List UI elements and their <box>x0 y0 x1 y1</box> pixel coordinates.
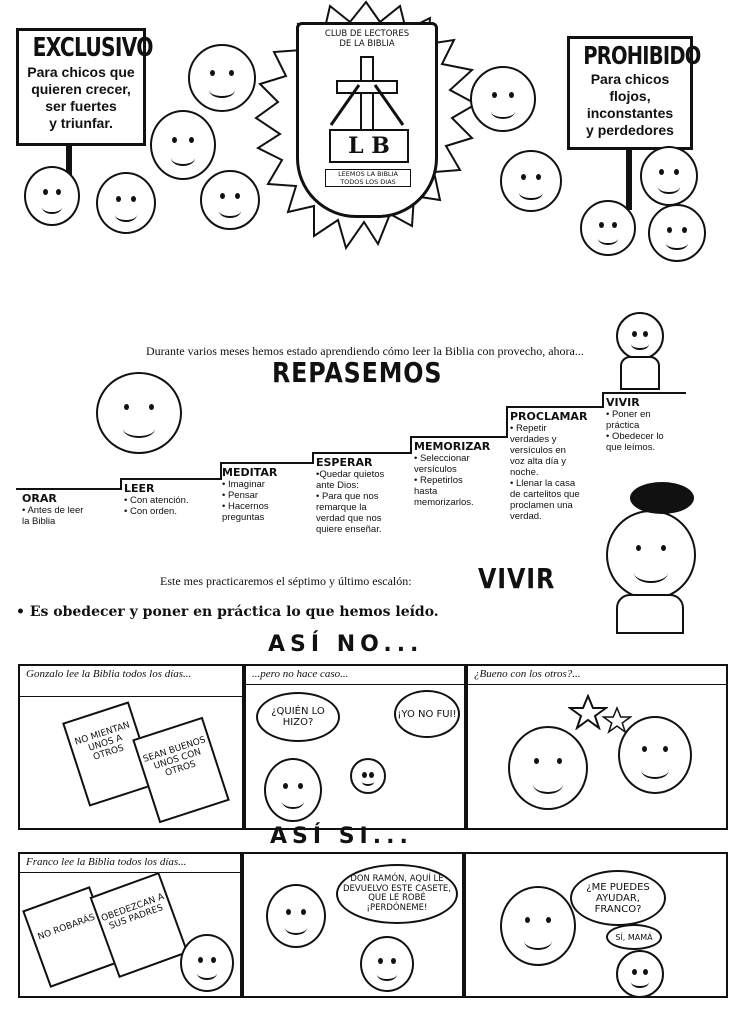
sign-line: ser fuertes <box>45 98 117 114</box>
crest-motto-line: LEEMOS LA BIBLIA <box>338 170 398 178</box>
sign-line: y perdedores <box>586 122 674 138</box>
step-line <box>312 452 410 454</box>
step-item: de cartelitos que <box>510 489 580 500</box>
club-crest <box>296 22 438 218</box>
step-line <box>506 406 508 438</box>
character-body <box>620 356 660 390</box>
step-line <box>410 436 506 438</box>
step-items <box>124 495 189 517</box>
child-face <box>470 66 536 132</box>
step-item: • Imaginar <box>222 479 265 490</box>
child-face <box>500 886 576 966</box>
step-item: versículos en <box>510 445 566 456</box>
step-item: verdades y <box>510 434 557 445</box>
child-face <box>616 950 664 998</box>
step-item: verdad que nos <box>316 513 382 524</box>
step-item: voz alta día y <box>510 456 566 467</box>
step-item: • Antes de leer <box>22 505 84 516</box>
speech-bubble: ¿ME PUEDES AYUDAR, FRANCO? <box>570 870 666 926</box>
step-line <box>16 488 120 490</box>
step-line <box>410 436 412 454</box>
sign-stick <box>626 150 632 210</box>
caption-divider <box>468 684 726 685</box>
step-item: • Con atención. <box>124 495 189 506</box>
crest-letters: L B <box>329 129 409 163</box>
child-face <box>640 146 698 206</box>
step-title: VIVIR <box>606 396 640 409</box>
step-items <box>316 469 384 535</box>
step-title: MEMORIZAR <box>414 440 491 453</box>
bible-text: OBEDEZCAN A SUS PADRES <box>100 892 166 932</box>
step-item: memorizarlos. <box>414 497 474 508</box>
step-items <box>606 409 664 453</box>
sign-line: flojos, <box>609 88 651 104</box>
step-line <box>120 478 220 480</box>
sign-line: inconstantes <box>586 105 674 121</box>
comic-panel-no-2 <box>244 664 466 830</box>
bible-text: SEAN BUENOS UNOS CON OTROS <box>141 735 208 779</box>
caption-divider <box>246 684 464 685</box>
step-item: • Llenar la casa <box>510 478 576 489</box>
comic-panel-no-3 <box>466 664 728 830</box>
step-item: proclamen una <box>510 500 573 511</box>
step-item: remarque la <box>316 502 367 513</box>
step-item: • Repetir <box>510 423 547 434</box>
sign-exclusivo-title: EXCLUSIVO <box>32 33 153 63</box>
sign-prohibido-title: PROHIBIDO <box>583 41 701 70</box>
step-item: práctica <box>606 420 640 431</box>
crest-title: CLUB DE LECTORES <box>324 29 410 39</box>
step-title: ESPERAR <box>316 456 373 469</box>
step-title: ORAR <box>22 492 57 505</box>
step-item: la Biblia <box>22 516 56 527</box>
step-memorizar <box>414 440 490 508</box>
intro-text: Durante varios meses hemos estado aprendiendo cómo leer la Biblia con provecho, ahora... <box>146 344 584 358</box>
month-text: Este mes practicaremos el séptimo y último escalón: <box>160 574 412 588</box>
sign-line: Para chicos <box>590 71 670 87</box>
step-meditar <box>222 466 277 523</box>
bow-icon <box>630 482 694 514</box>
step-proclamar <box>510 410 587 522</box>
step-vivir <box>606 396 664 453</box>
crest-motto-line: TODOS LOS DIAS <box>340 178 396 186</box>
panel-caption: ¿Bueno con los otros?... <box>474 668 581 680</box>
child-face <box>580 200 636 256</box>
step-items <box>222 479 277 523</box>
step-item: • Poner en <box>606 409 651 420</box>
month-word: VIVIR <box>478 562 556 595</box>
child-face <box>150 110 216 180</box>
step-item: • Hacernos <box>222 501 269 512</box>
child-face <box>200 170 260 230</box>
child-face <box>264 758 322 822</box>
child-face <box>606 510 696 600</box>
step-line <box>602 392 604 408</box>
sign-line: Para chicos que <box>27 64 135 80</box>
child-face <box>24 166 80 226</box>
bible-text: NO MIENTAN UNOS A OTROS <box>73 720 132 763</box>
panel-caption: Franco lee la Biblia todos los días... <box>26 856 187 868</box>
header-illustration <box>0 0 741 275</box>
step-item: que leímos. <box>606 442 656 453</box>
character-body <box>616 594 684 634</box>
step-item: • Pensar <box>222 490 259 501</box>
step-item: •Quedar quietos <box>316 469 385 480</box>
comic-panel-no-1 <box>18 664 244 830</box>
asi-no-title: ASÍ NO... <box>268 632 424 657</box>
step-items <box>414 453 490 508</box>
panel-caption: ...pero no hace caso... <box>252 668 349 680</box>
step-line <box>602 392 686 394</box>
step-item: • Obedecer lo <box>606 431 664 442</box>
sign-exclusivo <box>16 28 153 146</box>
definition-text: • Es obedecer y poner en práctica lo que hemos leído. <box>16 604 439 620</box>
step-items <box>510 423 587 522</box>
asi-si-title: ASÍ SI... <box>270 824 413 849</box>
step-item: ante Dios: <box>316 480 359 491</box>
step-item: verdad. <box>510 511 542 522</box>
child-face <box>188 44 256 112</box>
child-face <box>500 150 562 212</box>
child-face <box>648 204 706 262</box>
step-line <box>506 406 602 408</box>
step-line <box>220 462 312 464</box>
step-items <box>22 505 83 527</box>
child-face <box>508 726 588 810</box>
step-title: LEER <box>124 482 155 495</box>
comic-panel-si-2 <box>242 852 464 998</box>
child-face <box>616 312 664 360</box>
bible-text: NO ROBARÁS <box>36 912 97 943</box>
bible-page-right <box>132 717 230 824</box>
child-face <box>180 934 234 992</box>
crest-subtitle: DE LA BIBLIA <box>339 39 395 49</box>
panel-caption: Gonzalo lee la Biblia todos los días... <box>26 668 192 680</box>
step-item: • Repetirlos <box>414 475 463 486</box>
step-item: noche. <box>510 467 539 478</box>
child-face <box>96 172 156 234</box>
step-item: • Para que nos <box>316 491 379 502</box>
step-item: • Con orden. <box>124 506 177 517</box>
step-item: preguntas <box>222 512 265 523</box>
caption-divider <box>20 696 242 697</box>
comic-panel-si-3 <box>464 852 728 998</box>
step-item: versículos <box>414 464 457 475</box>
step-title: MEDITAR <box>222 466 278 479</box>
speech-bubble: ¡YO NO FUI! <box>394 690 460 738</box>
sign-line: quieren crecer, <box>31 81 131 97</box>
child-face <box>350 758 386 794</box>
star-icon <box>602 706 632 734</box>
step-orar <box>22 492 83 527</box>
step-item: quiere enseñar. <box>316 524 382 535</box>
speech-bubble: SÍ, MAMÁ <box>606 924 662 950</box>
speech-bubble: DON RAMÓN, AQUÍ LE DEVUELVO ESTE CASETE, QUE LE ROBÉ ¡PERDÓNEME! <box>336 864 458 924</box>
child-face <box>360 936 414 992</box>
step-leer <box>124 482 189 517</box>
sign-line: y triunfar. <box>49 115 113 131</box>
step-title: PROCLAMAR <box>510 410 588 423</box>
crest-motto <box>325 169 411 187</box>
child-face <box>266 884 326 948</box>
step-item: • Seleccionar <box>414 453 470 464</box>
section-title: REPASEMOS <box>272 356 443 389</box>
sign-prohibido <box>567 36 701 150</box>
caption-divider <box>20 872 240 873</box>
step-item: hasta <box>414 486 438 497</box>
child-face <box>96 372 182 454</box>
step-esperar <box>316 456 384 535</box>
comic-panel-si-1 <box>18 852 242 998</box>
speech-bubble: ¿QUIÉN LO HIZO? <box>256 692 340 742</box>
